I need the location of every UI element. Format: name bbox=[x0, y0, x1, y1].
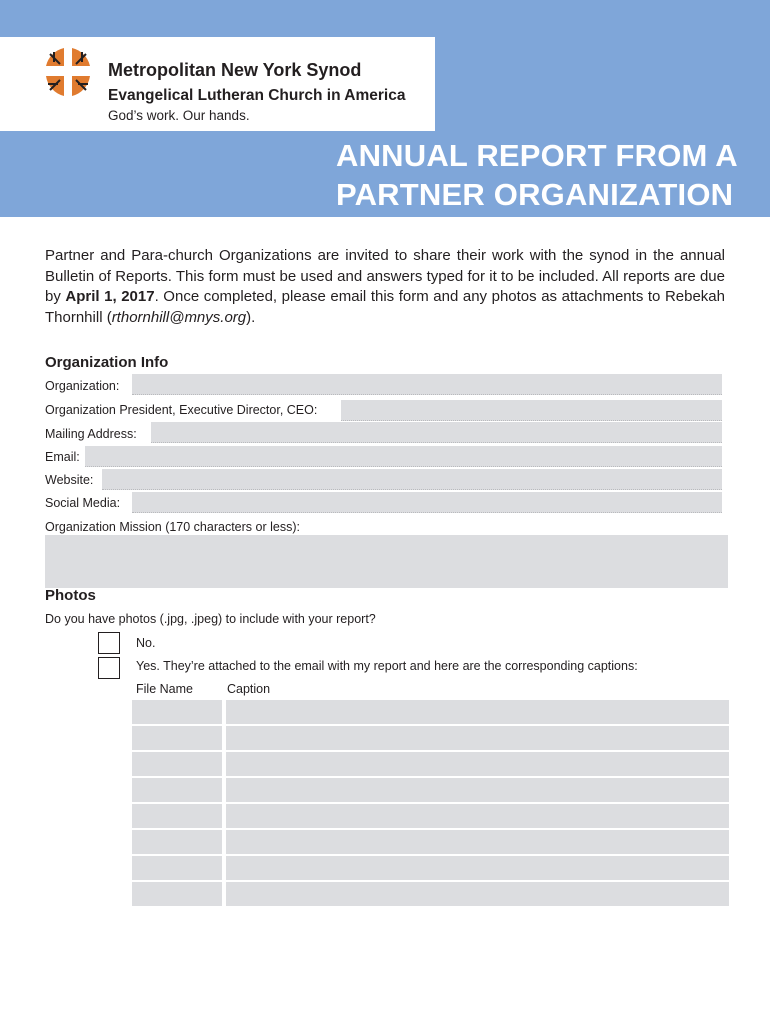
title-line-1: ANNUAL REPORT FROM A bbox=[336, 138, 738, 173]
org-info-heading: Organization Info bbox=[45, 354, 169, 371]
caption-cell[interactable] bbox=[226, 882, 729, 906]
caption-cell[interactable] bbox=[226, 752, 729, 776]
intro-text-3: ). bbox=[246, 308, 256, 326]
yes-option-label: Yes. They’re attached to the email with my report and here are the corresponding captions: bbox=[136, 659, 638, 673]
file-name-cell[interactable] bbox=[132, 830, 222, 854]
page-title bbox=[336, 136, 738, 214]
file-name-cell[interactable] bbox=[132, 752, 222, 776]
caption-cell[interactable] bbox=[226, 778, 729, 802]
mission-label: Organization Mission (170 characters or less): bbox=[45, 520, 300, 534]
president-label: Organization President, Executive Director, CEO: bbox=[45, 403, 318, 417]
photos-heading: Photos bbox=[45, 587, 96, 604]
church-name: Evangelical Lutheran Church in America bbox=[108, 87, 406, 104]
caption-cell[interactable] bbox=[226, 726, 729, 750]
file-name-cell[interactable] bbox=[132, 856, 222, 880]
intro-paragraph bbox=[45, 246, 725, 328]
mission-field[interactable] bbox=[45, 535, 728, 588]
president-field[interactable] bbox=[341, 400, 722, 421]
email-field[interactable] bbox=[85, 446, 722, 467]
file-name-cell[interactable] bbox=[132, 726, 222, 750]
elca-cross-logo-icon bbox=[40, 44, 96, 100]
organization-label: Organization: bbox=[45, 379, 120, 393]
photos-question: Do you have photos (.jpg, .jpeg) to include with your report? bbox=[45, 612, 376, 626]
organization-field[interactable] bbox=[132, 374, 722, 395]
email-label: Email: bbox=[45, 450, 80, 464]
tagline: God’s work. Our hands. bbox=[108, 108, 250, 123]
mailing-address-label: Mailing Address: bbox=[45, 427, 137, 441]
contact-email: rthornhill@mnys.org bbox=[111, 308, 247, 326]
intro-text-1: Partner and Para-church Organizations are invited to share their work with the synod in the annual Bulletin of Reports. This form must be used and answers typed for it to be included. All reports are due by bbox=[45, 247, 725, 305]
yes-checkbox[interactable] bbox=[98, 657, 120, 679]
mailing-address-field[interactable] bbox=[151, 422, 722, 443]
due-date: April 1, 2017 bbox=[65, 288, 155, 305]
social-media-field[interactable] bbox=[132, 492, 722, 513]
org-name: Metropolitan New York Synod bbox=[108, 60, 362, 80]
file-name-cell[interactable] bbox=[132, 882, 222, 906]
caption-cell[interactable] bbox=[226, 830, 729, 854]
file-name-cell[interactable] bbox=[132, 804, 222, 828]
social-media-label: Social Media: bbox=[45, 496, 121, 510]
caption-cell[interactable] bbox=[226, 804, 729, 828]
title-line-2: PARTNER ORGANIZATION bbox=[336, 177, 734, 212]
website-field[interactable] bbox=[102, 469, 722, 490]
caption-header: Caption bbox=[227, 682, 271, 696]
caption-cell[interactable] bbox=[226, 700, 729, 724]
no-checkbox[interactable] bbox=[98, 632, 120, 654]
caption-cell[interactable] bbox=[226, 856, 729, 880]
no-option-label: No. bbox=[136, 636, 156, 650]
file-name-cell[interactable] bbox=[132, 778, 222, 802]
website-label: Website: bbox=[45, 473, 94, 487]
file-name-cell[interactable] bbox=[132, 700, 222, 724]
file-name-header: File Name bbox=[136, 682, 193, 696]
intro-text-2: . Once completed, please email this form and any photos as attachments to Rebekah Thornhill ( bbox=[45, 288, 725, 326]
